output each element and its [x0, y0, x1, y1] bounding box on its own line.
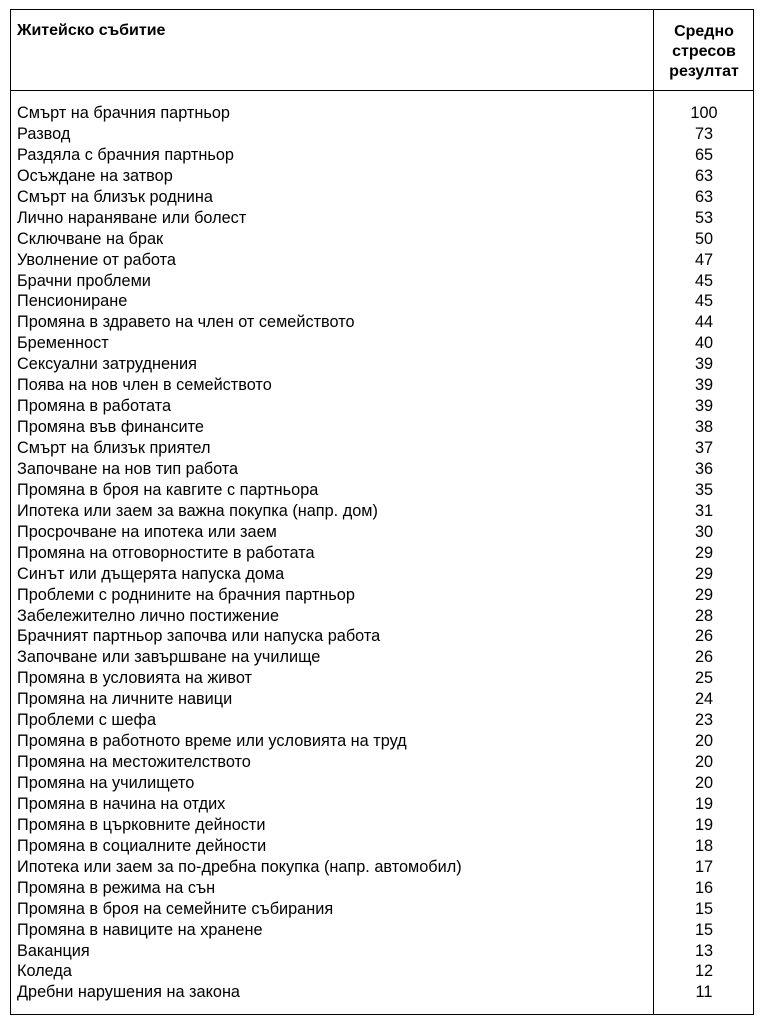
table-row — [11, 710, 753, 731]
stress-score: 11 — [695, 983, 713, 1002]
stress-score: 19 — [694, 794, 714, 813]
stress-score: 26 — [694, 648, 714, 667]
header-divider — [11, 90, 753, 91]
life-event: Промяна на училището — [17, 774, 195, 792]
stress-score: 31 — [694, 501, 714, 520]
life-event: Ипотека или заем за по-дребна покупка (напр. автомобил) — [17, 857, 462, 876]
life-event: Смърт на близък приятел — [17, 439, 211, 457]
life-event: Уволнение от работа — [17, 250, 176, 269]
table-row — [11, 585, 753, 606]
table-row — [11, 333, 753, 354]
life-event: Дребни нарушения на закона — [17, 983, 240, 1002]
table-row — [11, 354, 753, 375]
table-row — [11, 564, 753, 585]
stress-score: 20 — [694, 753, 714, 772]
life-event: Промяна в работата — [17, 397, 171, 416]
life-event: Промяна в църковните дейности — [17, 815, 266, 834]
life-event: Проблеми с роднините на брачния партньор — [17, 585, 355, 604]
stress-score: 29 — [694, 564, 714, 583]
stress-score: 17 — [694, 857, 714, 876]
stress-score: 40 — [694, 334, 714, 353]
table-row — [11, 501, 753, 522]
life-event: Промяна на личните навици — [17, 690, 233, 709]
table-row — [11, 982, 753, 1003]
stress-score: 19 — [694, 815, 714, 834]
stress-score: 38 — [694, 418, 714, 437]
life-event: Промяна в начина на отдих — [17, 794, 226, 813]
life-event: Промяна на местожителството — [17, 753, 251, 772]
score-header-line: стресов — [672, 43, 736, 60]
life-event: Промяна в броя на семейните събирания — [17, 899, 334, 918]
stress-score: 29 — [694, 543, 714, 562]
life-event: Сключване на брак — [17, 229, 164, 248]
stress-score: 45 — [694, 292, 714, 311]
life-event: Бременност — [17, 334, 109, 353]
table-row — [11, 941, 753, 962]
stress-score: 63 — [694, 187, 714, 206]
table-row — [11, 857, 753, 878]
table-row — [11, 522, 753, 543]
table-row — [11, 271, 753, 292]
stress-score: 50 — [694, 229, 714, 248]
stress-score: 30 — [694, 522, 714, 541]
table-row — [11, 291, 753, 312]
score-header-line: резултат — [669, 63, 739, 80]
life-event: Промяна в навиците на хранене — [17, 920, 263, 939]
table-row — [11, 229, 753, 250]
stress-table — [10, 9, 754, 1015]
life-event: Коледа — [17, 962, 72, 981]
life-event: Поява на нов член в семейството — [17, 376, 272, 395]
life-event: Смърт на близък роднина — [17, 187, 213, 206]
stress-score: 73 — [694, 124, 714, 143]
life-event: Смърт на брачния партньор — [17, 104, 230, 122]
table-row — [11, 396, 753, 417]
table-row — [11, 773, 753, 794]
life-event: Започване на нов тип работа — [17, 459, 239, 478]
table-row — [11, 606, 753, 627]
life-event: Синът или дъщерята напуска дома — [17, 564, 285, 583]
stress-score: 100 — [690, 104, 718, 122]
table-row — [11, 375, 753, 396]
table-row — [11, 647, 753, 668]
stress-score: 53 — [694, 208, 714, 227]
life-event: Промяна в броя на кавгите с партньора — [17, 480, 319, 499]
table-row — [11, 920, 753, 941]
life-event: Промяна във финансите — [17, 418, 204, 437]
stress-score: 28 — [694, 606, 714, 625]
life-event: Развод — [17, 124, 71, 143]
stress-score: 45 — [694, 271, 714, 290]
life-event: Ваканция — [17, 941, 90, 960]
table-row — [11, 438, 753, 459]
life-event: Забележително лично постижение — [17, 606, 280, 625]
table-row — [11, 626, 753, 647]
stress-score: 16 — [694, 878, 714, 897]
table-row — [11, 103, 753, 124]
life-event: Промяна в здравето на член от семейството — [17, 313, 355, 332]
stress-score: 20 — [694, 732, 714, 751]
life-event: Осъждане на затвор — [17, 166, 173, 185]
table-row — [11, 145, 753, 166]
stress-score: 25 — [694, 669, 714, 688]
table-row — [11, 752, 753, 773]
life-event: Промяна в условията на живот — [17, 669, 252, 688]
life-event: Брачни проблеми — [17, 271, 151, 290]
stress-score: 12 — [694, 962, 714, 981]
stress-score: 24 — [694, 690, 714, 709]
stress-score: 63 — [694, 166, 714, 185]
life-event: Просрочване на ипотека или заем — [17, 522, 277, 541]
stress-score: 15 — [694, 899, 714, 918]
life-event: Ипотека или заем за важна покупка (напр. дом) — [17, 501, 378, 520]
table-row — [11, 836, 753, 857]
stress-score: 18 — [694, 836, 714, 855]
table-row — [11, 878, 753, 899]
table-row — [11, 543, 753, 564]
table-row — [11, 731, 753, 752]
table-row — [11, 250, 753, 271]
stress-score: 35 — [694, 480, 714, 499]
life-event: Промяна в работното време или условията на труд — [17, 732, 407, 751]
table-row — [11, 899, 753, 920]
stress-score: 20 — [694, 774, 714, 792]
table-row — [11, 417, 753, 438]
stress-score: 23 — [694, 711, 714, 730]
table-row — [11, 794, 753, 815]
stress-score: 29 — [694, 585, 714, 604]
table-row — [11, 815, 753, 836]
score-header-line: Средно — [674, 23, 734, 40]
life-event: Раздяла с брачния партньор — [17, 145, 234, 164]
event-column-header: Житейско събитие — [17, 22, 166, 39]
stress-score: 36 — [694, 459, 714, 478]
stress-score: 37 — [694, 439, 714, 457]
table-row — [11, 187, 753, 208]
table-row — [11, 124, 753, 145]
score-column-header — [654, 22, 754, 82]
table-row — [11, 459, 753, 480]
life-event: Брачният партньор започва или напуска работа — [17, 627, 381, 646]
life-event: Проблеми с шефа — [17, 711, 157, 730]
stress-score: 15 — [694, 920, 714, 939]
table-row — [11, 668, 753, 689]
stress-score: 39 — [694, 397, 714, 416]
table-body — [11, 103, 753, 1003]
table-row — [11, 689, 753, 710]
table-row — [11, 312, 753, 333]
stress-score: 39 — [694, 355, 714, 374]
life-event: Сексуални затруднения — [17, 355, 197, 374]
stress-score: 26 — [694, 627, 714, 646]
life-event: Започване или завършване на училище — [17, 648, 321, 667]
stress-score: 44 — [694, 313, 714, 332]
stress-score: 13 — [694, 941, 714, 960]
life-event: Пенсиониране — [17, 292, 128, 311]
table-row — [11, 166, 753, 187]
table-row — [11, 480, 753, 501]
life-event: Лично нараняване или болест — [17, 208, 247, 227]
table-row — [11, 208, 753, 229]
table-row — [11, 961, 753, 982]
stress-score: 47 — [694, 250, 714, 269]
life-event: Промяна в социалните дейности — [17, 836, 267, 855]
life-event: Промяна в режима на сън — [17, 878, 216, 897]
life-event: Промяна на отговорностите в работата — [17, 543, 315, 562]
stress-score: 39 — [694, 376, 714, 395]
stress-score: 65 — [694, 145, 714, 164]
